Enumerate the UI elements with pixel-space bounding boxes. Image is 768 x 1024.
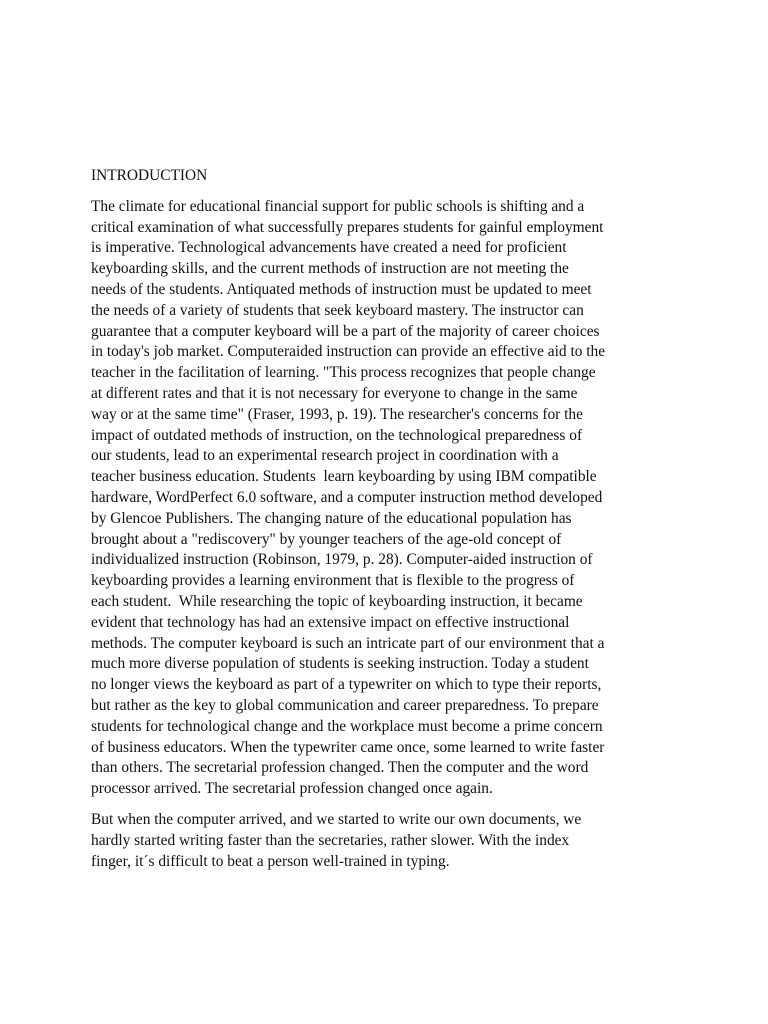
text-line: each student. While researching the topic of keyboarding instruction, it became <box>91 592 583 610</box>
section-heading: INTRODUCTION <box>91 167 208 184</box>
text-line: but rather as the key to global communication and career preparedness. To prepare <box>91 696 599 714</box>
text-line: individualized instruction (Robinson, 1979, p. 28). Computer-aided instruction of <box>91 551 593 569</box>
text-line: no longer views the keyboard as part of a typewriter on which to type their reports, <box>91 676 602 694</box>
text-line: brought about a "rediscovery" by younger teachers of the age-old concept of <box>91 530 562 548</box>
text-line: keyboarding skills, and the current methods of instruction are not meeting the <box>91 260 569 278</box>
text-line: The climate for educational financial support for public schools is shifting and a <box>91 197 585 215</box>
text-line: the needs of a variety of students that seek keyboard mastery. The instructor can <box>91 301 584 319</box>
text-line: critical examination of what successfully prepares students for gainful employment <box>91 218 604 236</box>
text-line: keyboarding provides a learning environment that is flexible to the progress of <box>91 572 575 590</box>
text-line: guarantee that a computer keyboard will be a part of the majority of career choices <box>91 322 600 340</box>
text-line: But when the computer arrived, and we started to write our own documents, we <box>91 811 582 829</box>
text-line: teacher in the facilitation of learning. "This process recognizes that people change <box>91 364 596 382</box>
text-line: way or at the same time" (Fraser, 1993, p. 19). The researcher's concerns for the <box>91 405 583 423</box>
paragraph <box>91 197 681 800</box>
text-line: evident that technology has had an extensive impact on effective instructional <box>91 613 570 631</box>
document-body <box>91 166 681 883</box>
text-line: much more diverse population of students is seeking instruction. Today a student <box>91 655 589 673</box>
text-line: impact of outdated methods of instruction, on the technological preparedness of <box>91 426 583 444</box>
text-line: at different rates and that it is not necessary for everyone to change in the same <box>91 384 578 402</box>
text-line: than others. The secretarial profession changed. Then the computer and the word <box>91 759 589 777</box>
text-line: teacher business education. Students learn keyboarding by using IBM compatible <box>91 468 597 486</box>
text-line: of business educators. When the typewriter came once, some learned to write faster <box>91 738 605 756</box>
text-line: finger, it´s difficult to beat a person well-trained in typing. <box>91 853 450 870</box>
paragraph <box>91 810 681 872</box>
text-line: students for technological change and the workplace must become a prime concern <box>91 717 603 735</box>
text-line: is imperative. Technological advancements have created a need for proficient <box>91 239 567 257</box>
text-line: by Glencoe Publishers. The changing nature of the educational population has <box>91 509 572 527</box>
text-line: hardware, WordPerfect 6.0 software, and a computer instruction method developed <box>91 488 603 506</box>
text-line: methods. The computer keyboard is such an intricate part of our environment that a <box>91 634 605 652</box>
paragraph-list <box>91 197 681 873</box>
text-line: in today's job market. Computeraided instruction can provide an effective aid to the <box>91 343 606 361</box>
text-line: our students, lead to an experimental research project in coordination with a <box>91 447 559 465</box>
text-line: needs of the students. Antiquated methods of instruction must be updated to meet <box>91 280 592 298</box>
text-line: processor arrived. The secretarial profession changed once again. <box>91 780 493 798</box>
text-line: hardly started writing faster than the secretaries, rather slower. With the index <box>91 832 570 850</box>
